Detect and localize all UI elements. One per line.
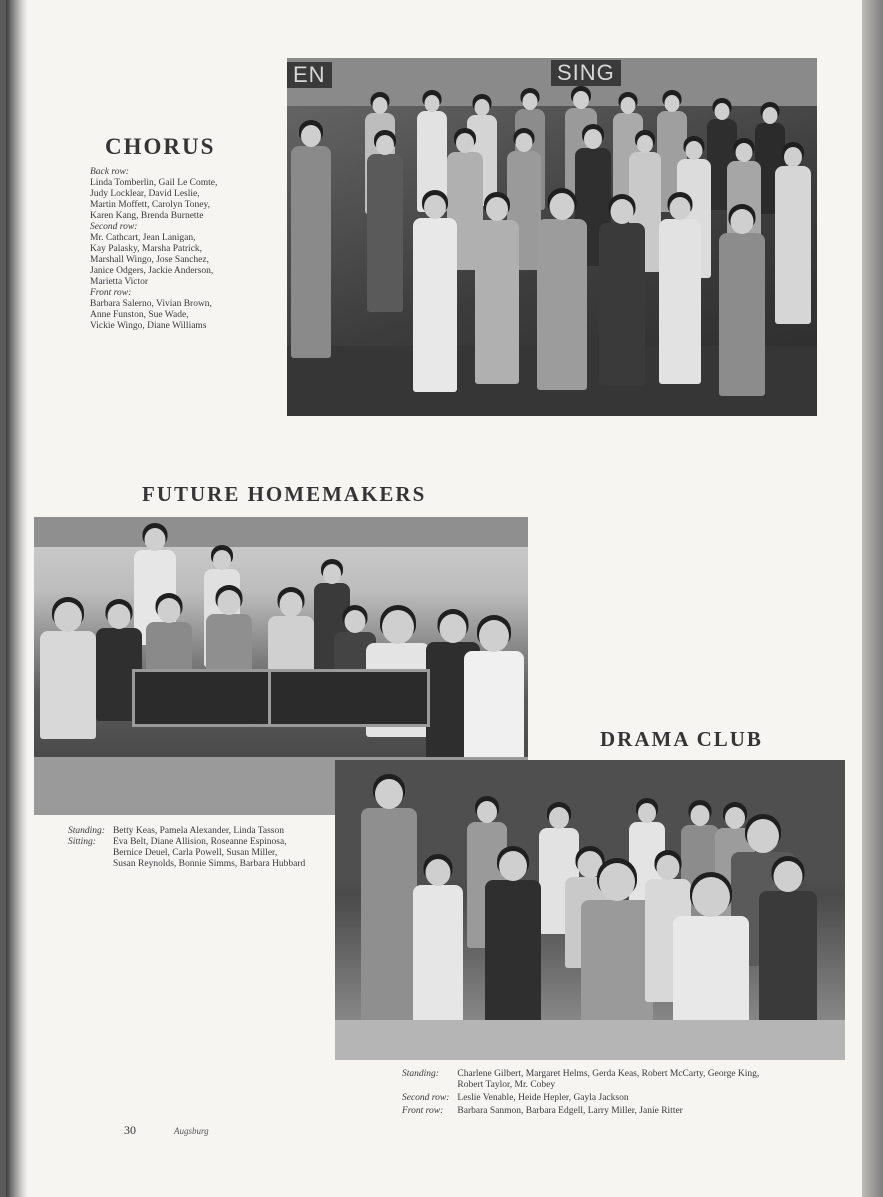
person-silhouette <box>659 194 701 384</box>
page-number: 30 <box>124 1123 136 1137</box>
homemakers-sitting-line: Susan Reynolds, Bonnie Simms, Barbara Hubbard <box>112 859 306 869</box>
chorus-front-row-label: Front row: <box>90 288 132 298</box>
homemakers-sitting-line: Eva Belt, Diane Allision, Roseanne Espinosa, <box>112 837 287 847</box>
person-silhouette <box>361 776 417 1036</box>
chorus-second-row-line: Marshall Wingo, Jose Sanchez, <box>90 255 209 265</box>
drama-front-row-names: Barbara Sanmon, Barbara Edgell, Larry Miller, Janie Ritter <box>457 1106 683 1116</box>
drama-second-row-names: Leslie Venable, Heide Hepler, Gayla Jackson <box>457 1093 629 1103</box>
chorus-back-row-line: Judy Locklear, David Leslie, <box>90 189 200 199</box>
chorus-back-row-label: Back row: <box>90 167 129 177</box>
chorus-second-row-line: Janice Odgers, Jackie Anderson, <box>90 266 214 276</box>
page-binding <box>6 0 28 1197</box>
homemakers-standing-label: Standing: <box>68 826 105 836</box>
person-silhouette <box>485 848 541 1028</box>
publication-name: Augsburg <box>174 1126 209 1136</box>
person-silhouette <box>475 194 519 384</box>
person-silhouette <box>599 196 645 386</box>
person-silhouette <box>413 192 457 392</box>
chorus-back-row-line: Linda Tomberlin, Gail Le Comte, <box>90 178 218 188</box>
drama-front-row-label: Front row: <box>402 1106 444 1116</box>
chorus-second-row-line: Kay Palasky, Marsha Patrick, <box>90 244 203 254</box>
person-silhouette <box>719 206 765 396</box>
homemakers-sitting-label: Sitting: <box>68 837 96 847</box>
drama-heading: DRAMA CLUB <box>600 727 763 751</box>
person-silhouette <box>537 190 587 390</box>
drama-caption <box>402 1069 759 1117</box>
chorus-photo-sign-right: SING <box>551 60 621 86</box>
chorus-back-row-line: Karen Kang, Brenda Burnette <box>90 211 204 221</box>
homemakers-caption <box>68 826 305 870</box>
chorus-photo <box>287 58 817 416</box>
chorus-caption <box>90 167 270 332</box>
person-silhouette <box>291 122 331 358</box>
homemakers-heading: FUTURE HOMEMAKERS <box>142 482 427 506</box>
homemakers-table <box>268 669 430 727</box>
person-silhouette <box>367 132 403 312</box>
person-silhouette <box>775 144 811 324</box>
drama-second-row-label: Second row: <box>402 1093 450 1103</box>
chorus-second-row-line: Mr. Cathcart, Jean Lanigan, <box>90 233 196 243</box>
drama-standing-line: Charlene Gilbert, Margaret Helms, Gerda Keas, Robert McCarty, George King, <box>457 1069 760 1079</box>
chorus-front-row-line: Vickie Wingo, Diane Williams <box>90 321 207 331</box>
person-silhouette <box>40 599 96 739</box>
chorus-photo-sign-left: EN <box>287 62 332 88</box>
chorus-front-row-line: Barbara Salerno, Vivian Brown, <box>90 299 212 309</box>
yearbook-page <box>6 0 864 1197</box>
person-silhouette <box>413 856 463 1036</box>
chorus-second-row-label: Second row: <box>90 222 138 232</box>
page-edge <box>862 0 883 1197</box>
drama-standing-label: Standing: <box>402 1069 439 1079</box>
homemakers-table <box>132 669 278 727</box>
drama-standing-line: Robert Taylor, Mr. Cobey <box>457 1080 556 1090</box>
chorus-front-row-line: Anne Funston, Sue Wade, <box>90 310 189 320</box>
drama-photo <box>335 760 845 1060</box>
chorus-second-row-line: Marietta Victor <box>90 277 149 287</box>
homemakers-standing-names: Betty Keas, Pamela Alexander, Linda Tasson <box>112 826 285 836</box>
chorus-heading: CHORUS <box>105 134 216 159</box>
chorus-back-row-line: Martin Moffett, Carolyn Toney, <box>90 200 211 210</box>
homemakers-sitting-line: Bernice Deuel, Carla Powell, Susan Miller, <box>112 848 278 858</box>
person-silhouette <box>464 617 524 777</box>
